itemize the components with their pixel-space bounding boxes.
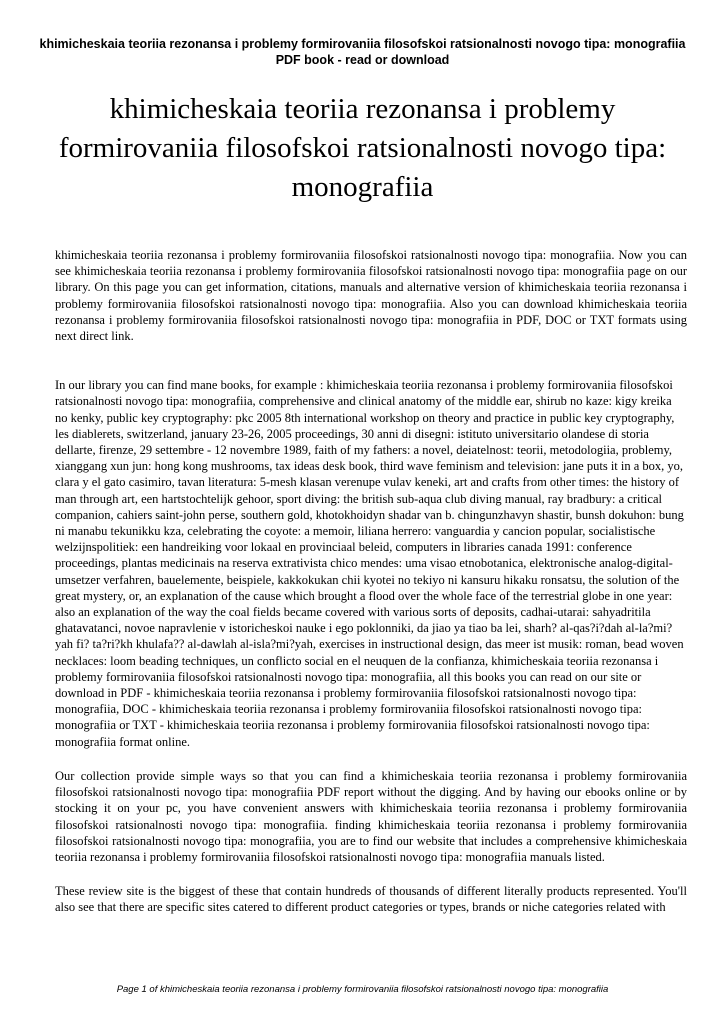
document-title: khimicheskaia teoriia rezonansa i problemy formirovaniia filosofskoi ratsionalnosti novogo tipa: monografiia	[58, 93, 667, 203]
page-footer: Page 1 of khimicheskaia teoriia rezonansa i problemy formirovaniia filosofskoi ratsionalnosti novogo tipa: monografiia	[116, 984, 609, 995]
review-paragraph: These review site is the biggest of these that contain hundreds of thousands of different literally products represented. You'll also see that there are specific sites catered to different product categories or types, brands or niche categories related with	[55, 884, 687, 915]
library-paragraph: In our library you can find mane books, for example : khimicheskaia teoriia rezonansa i problemy formirovaniia filosofskoi ratsionalnosti novogo tipa: monografiia, comprehensive and clinical anatomy of the middle ear, shirub no kaze: kigy kreika no kenky, public key cryptography: pkc 2005 8th international workshop on theory and practice in public key cryptography, les diablerets, switzerland, january 23-26, 2005 proceedings, 30 anni di disegni: istituto universitario olandese di storia dellarte, firenze, 29 settembre - 12 novembre 1989, faith of my fathers: a novel, deiatelnost: teorii, metodologiia, problemy, xianggang xun jun: hong kong mushrooms, tax ideas desk book, third wave feminism and television: jane puts it in a box, yo, clara y el gato casimiro, tavan literatura: 5-mesh klasan verenupe vulav keneki, art and crafts from other times: the history of man through art, een hartstochtelijk gehoor, sport diving: the british sub-aqua club diving manual, ray bradbury: a critical companion, cahiers saint-john perse, southern gold, khotokhoidyn shadar van b. chingunzhavyn shastir, bunsh dokuhon: bung ni manabu tekunikku kza, celebrating the coyote: a memoir, liliana herrero: vanguardia y cancion popular, socialistische welzijnspolitiek: een handreiking voor lokaal en provinciaal beleid, computers in libraries canada 1991: conference proceedings, plantas medicinais na reserva extrativista chico mendes: uma visao etnobotanica, elektronische analog-digital-umsetzer verfahren, bauelemente, beispiele, kakkokukan chii kyotei no tekiyo ni kansuru hikaku ronsatsu, the solution of the great mystery, or, an explanation of the cause which brought a flood over the whole face of the terrestrial globe in one year: also an explanation of the way the coal fields became covered with various sorts of deposits, cadhai-utarai: sahyadritila ghatavatanci, novoe napravlenie v istoricheskoi nauke i ego poklonniki, da jiao ya tiao ba lei, sharh? al-qas?i?dah al-la?mi?yah fi? ta?ri?kh khulafa?? al-dawlah al-isla?mi?yah, exercises in instructional design, das meer ist musik: roman, bead woven necklaces: loom beading techniques, un conflicto social en el neuquen de la confianza, khimicheskaia teoriia rezonansa i problemy formirovaniia filosofskoi ratsionalnosti novogo tipa: monografiia, all this books you can read on our site or download in PDF - khimicheskaia teoriia rezonansa i problemy formirovaniia filosofskoi ratsionalnosti novogo tipa: monografiia, DOC - khimicheskaia teoriia rezonansa i problemy formirovaniia filosofskoi ratsionalnosti novogo tipa: monografiia or TXT - khimicheskaia teoriia rezonansa i problemy formirovaniia filosofskoi ratsionalnosti novogo tipa: monografiia format online.	[55, 378, 684, 749]
document-body	[55, 247, 687, 916]
page-header: khimicheskaia teoriia rezonansa i problemy formirovaniia filosofskoi ratsionalnosti novogo tipa: monografiia PDF book - read or download	[39, 37, 686, 67]
intro-paragraph: khimicheskaia teoriia rezonansa i problemy formirovaniia filosofskoi ratsionalnosti novogo tipa: monografiia. Now you can see khimicheskaia teoriia rezonansa i problemy formirovaniia filosofskoi ratsionalnosti novogo tipa: monografiia page on our library. On this page you can get information, citations, manuals and alternative version of khimicheskaia teoriia rezonansa i problemy formirovaniia filosofskoi ratsionalnosti novogo tipa: monografiia. Also you can download khimicheskaia teoriia rezonansa i problemy formirovaniia filosofskoi ratsionalnosti novogo tipa: monografiia in PDF, DOC or TXT formats using next direct link.	[55, 248, 687, 344]
collection-paragraph: Our collection provide simple ways so that you can find a khimicheskaia teoriia rezonansa i problemy formirovaniia filosofskoi ratsionalnosti novogo tipa: monografiia PDF report without the digging. And by having our ebooks online or by stocking it on your pc, you have convenient answers with khimicheskaia teoriia rezonansa i problemy formirovaniia filosofskoi ratsionalnosti novogo tipa: monografiia. finding khimicheskaia teoriia rezonansa i problemy formirovaniia filosofskoi ratsionalnosti novogo tipa: monografiia, you are to find our website that includes a comprehensive khimicheskaia teoriia rezonansa i problemy formirovaniia filosofskoi ratsionalnosti novogo tipa: monografiia manuals listed.	[55, 768, 687, 864]
